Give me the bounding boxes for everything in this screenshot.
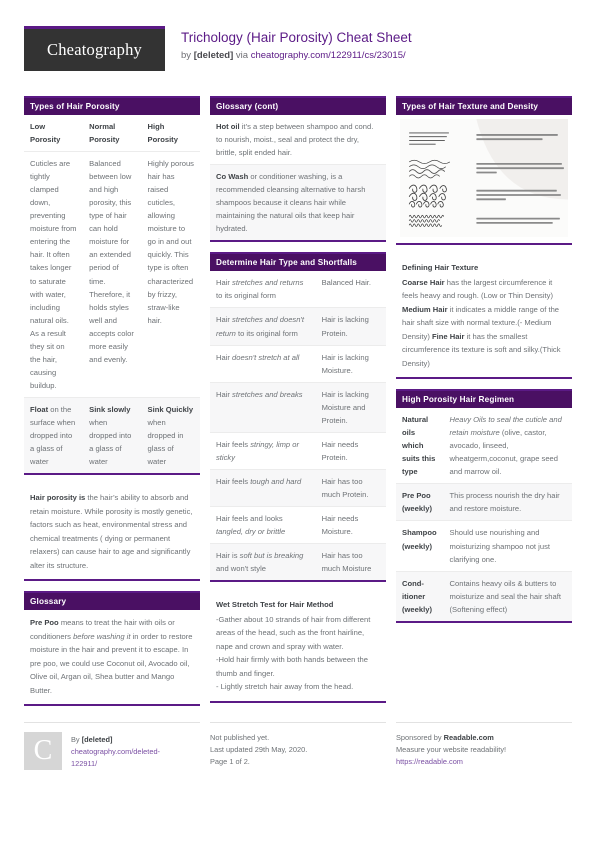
column-header-normal: Normal Porosity [89,122,120,145]
table-row [396,521,572,571]
glossary-entry-hot-oil: Hot oil it’s a step between shampoo and cond. to nourish, moist., seal and protect the dry, brittle, split ended hair. [216,122,374,158]
column-1 [24,96,200,706]
block-glossary-cont [210,96,386,242]
cell-symptom: Hair stretches and breaks [216,389,303,399]
publish-last-updated: Last updated 29th May, 2020. [210,745,308,755]
block-body [210,271,386,580]
cell-diagnosis: Hair is lacking Moisture. [321,352,369,375]
note-lead: Hair porosity is [30,493,86,503]
cell-symptom: Hair doesn't stretch at all [216,352,300,362]
cell-regimen-label: Natural oils which suits this type [402,415,436,477]
sponsor-line [396,732,572,744]
table-row [396,408,572,484]
term-medium-hair: Medium Hair [402,304,448,314]
block-title: Types of Hair Texture and Density [396,96,572,115]
cell-symptom: Hair stretches and doesn't return to its original form [216,315,304,338]
footer-profile-link-2[interactable]: 122911/ [71,759,98,769]
footer-by-prefix: By [71,735,82,745]
cell-low-porosity-desc: Cuticles are tightly clamped down, preventing moisture from entering the hair. It often takes longer to saturate with water, including natural oils. As a result they sit on the hair, causing buildup. [30,159,77,390]
cell-regimen-desc: Heavy Oils to seal the cuticle and retain moisture (olive, castor, avocado, linseed, wheatgerm,coconut, grape seed and marrow oil. [449,415,562,477]
wet-stretch-title: Wet Stretch Test for Hair Method [216,600,334,610]
table-row [210,433,386,470]
block-title: High Porosity Hair Regimen [396,389,572,408]
table-row [210,271,386,308]
block-high-porosity-regimen [396,389,572,623]
byline-author: [deleted] [193,50,234,62]
column-header-high: High Porosity [147,122,178,145]
cell-diagnosis: Balanced Hair. [321,278,371,288]
sponsor-prefix: Sponsored by [396,733,444,743]
cell-diagnosis: Hair is lacking Moisture and Protein. [321,389,369,425]
sponsor-link[interactable]: https://readable.com [396,757,463,767]
block-title: Determine Hair Type and Shortfalls [210,252,386,271]
block-defining-hair-texture [396,255,572,379]
defining-hair-texture-title: Defining Hair Texture [402,263,479,272]
page-header [24,0,576,82]
cell-regimen-desc: This process nourish the dry hair and restore moisture. [449,491,560,514]
note-body: the hair’s ability to absorb and retain moisture. While porosity is mostly genetic, factors such as heat, environmental stress and chemical treatments ( dying or permanent relaxers) can cause hair to age and significantly alter its structure. [30,493,193,570]
wet-stretch-line-1: -Gather about 10 strands of hair from different areas of the head, such as the front hairline, nape and crown and spray with water. [216,614,371,651]
footer-author-name: [deleted] [81,735,113,745]
column-2 [210,96,386,703]
table-header-row [24,115,200,152]
block-types-of-hair-texture [396,96,572,245]
publish-page-number: Page 1 of 2. [210,757,250,767]
cell-symptom: Hair stretches and returns to its original form [216,278,304,301]
page-title: Trichology (Hair Porosity) Cheat Sheet [181,30,412,45]
cell-diagnosis: Hair needs Protein. [321,439,359,462]
avatar [24,732,62,770]
cell-diagnosis: Hair needs Moisture. [321,513,359,537]
cell-regimen-desc: Should use nourishing and moisturizing shampoo not just clarifying one. [449,528,550,564]
cell-regimen-label: Conditioner (weekly) [402,578,432,614]
table-row [210,544,386,580]
header-titles [181,26,412,63]
glossary-entry-row [210,165,386,240]
block-title: Glossary [24,591,200,610]
footer-publish-block [210,722,386,770]
column-header-low: Low Porosity [30,122,61,145]
footer-profile-link[interactable]: cheatography.com/deleted- [71,747,161,757]
cell-regimen-label: Shampoo (weekly) [402,528,437,551]
source-link[interactable]: cheatography.com/122911/cs/23015/ [250,50,406,62]
table-row [210,308,386,345]
table-row [396,572,572,621]
footer-author-meta [71,732,160,770]
note-paragraph [24,485,200,579]
wet-stretch-line-2: -Hold hair firmly with both hands between the thumb and finger. [216,655,368,678]
cell-sink-quickly-test: Sink Quickly when dropped in glass of water [147,404,194,467]
term-coarse-hair: Coarse Hair [402,277,445,287]
cell-symptom: Hair is soft but is breaking and won't style [216,551,304,574]
block-hair-porosity-note [24,485,200,581]
columns-container [24,96,576,706]
glossary-term: Pre Poo [30,618,59,628]
cell-symptom: Hair feels stringy, limp or sticky [216,439,299,462]
block-body [24,610,200,704]
sponsor-name: Readable.com [443,733,494,743]
block-title: Glossary (cont) [210,96,386,115]
table-row [210,470,386,507]
wet-stretch-content [210,592,386,701]
block-body [396,115,572,243]
footer-sponsor-block [396,722,572,770]
glossary-entry: Pre Poo means to treat the hair with oils or conditioners before washing it in order to restore moisture in the hair and prevent it to escape. In pre poo, we could use Coconut oil, Avocado oil, Olive oil, Argan oil, Shea butter and Mango Butter. [30,618,193,695]
cell-normal-porosity-desc: Balanced between low and high porosity, this type of hair can hold moisture for an extended period of time. Therefore, it holds styles well and accepts color more easily and evenly. [89,159,134,364]
cell-symptom: Hair feels and looks tangled, dry or brittle [216,513,286,537]
cell-regimen-desc: Contains heavy oils & butters to moisturize and seal the hair shaft (Softening effect) [449,578,561,614]
cell-diagnosis: Hair has too much Moisture [321,551,372,574]
table-row [396,484,572,521]
block-glossary [24,591,200,706]
cell-symptom: Hair feels tough and hard [216,476,302,486]
page-byline [181,49,412,63]
block-title: Types of Hair Porosity [24,96,200,115]
table-row [24,398,200,473]
table-row [210,346,386,383]
glossary-entry-row [210,115,386,165]
column-3 [396,96,572,623]
glossary-entry-co-wash: Co Wash or conditioner washing, is a recommended cleansing alternative to harsh shampoos because it cleans hair while maintaining the natural oils that keep hair hydrated. [216,172,366,234]
byline-prefix: by [181,50,194,62]
block-determine-hair-type [210,252,386,582]
cell-diagnosis: Hair has too much Protein. [321,476,369,499]
cell-regimen-label: Pre Poo (weekly) [402,491,432,514]
page-footer [24,722,576,770]
avatar-letter: C [33,735,53,767]
cell-diagnosis: Hair is lacking Protein. [321,315,369,338]
table-row [24,152,200,398]
cell-high-porosity-desc: Highly porous hair has raised cuticles, allowing moisture to go in and out quickly. This type is often characterized by frizzy, straw-like hair. [147,159,194,325]
block-types-of-hair-porosity [24,96,200,475]
block-wet-stretch-test [210,592,386,703]
wet-stretch-line-3: - Lightly stretch hair away from the head. [216,682,354,692]
table-row [210,383,386,433]
block-body [396,408,572,621]
cell-float-test: Float on the surface when dropped into a glass of water [30,404,76,467]
block-body [24,115,200,473]
cell-sink-slowly-test: Sink slowly when dropped into a glass of water [89,404,132,467]
logo-text: Cheatography [47,40,142,59]
table-row [210,507,386,544]
cheatography-logo[interactable] [24,26,165,71]
footer-author-block [24,722,200,770]
byline-mid: via [233,50,251,62]
publish-status: Not published yet. [210,733,270,743]
hair-texture-density-infographic [400,119,568,237]
defining-hair-texture-content: Defining Hair Texture Coarse Hair has the largest circumference it feels heavy and rough. (Low or Thin Density) Medium Hair it indicates a middle range of the hair shaft size with normal texture.(- Medium Density) Fine Hair it has the smallest circumference its texture is soft and silky.(Thick Density) [396,255,572,377]
term-fine-hair: Fine Hair [431,331,465,341]
sponsor-tagline: Measure your website readability! [396,745,507,755]
block-body [210,115,386,240]
